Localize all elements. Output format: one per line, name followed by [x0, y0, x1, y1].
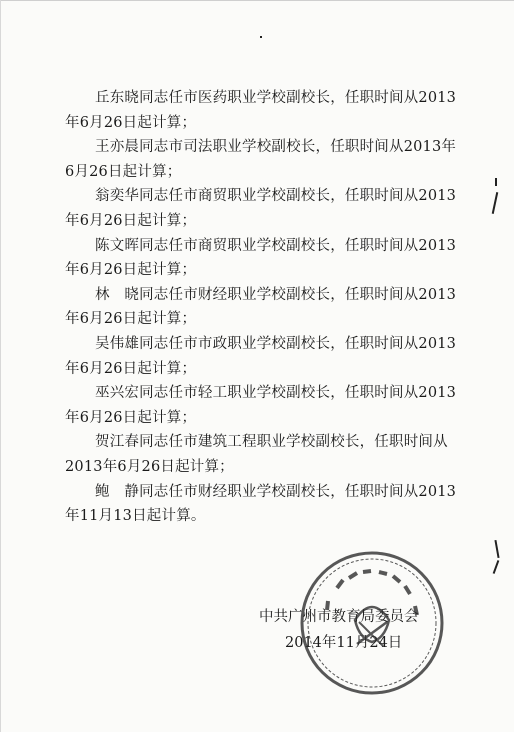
issue-date: 2014年11月24日 [285, 635, 403, 651]
appointment-item: 吴伟雄同志任市市政职业学校副校长，任职时间从2013年6月26日起计算； [65, 335, 457, 377]
appointment-item: 王亦晨同志市司法职业学校副校长，任职时间从2013年6月26日起计算； [65, 139, 457, 180]
signature-block [259, 604, 459, 656]
appointment-item: 贺江春同志任市建筑工程职业学校副校长，任职时间从2013年6月26日起计算； [65, 434, 448, 475]
scan-mark [492, 192, 499, 214]
appointment-list [65, 86, 465, 529]
appointment-item: 丘东晓同志任市医药职业学校副校长，任职时间从2013年6月26日起计算； [65, 90, 457, 131]
scan-top-edge [1, 0, 514, 1]
scan-mark [494, 540, 499, 558]
issuing-organization: 中共广州市教育局委员会 [259, 609, 419, 625]
scan-mark [260, 36, 262, 38]
appointment-item: 巫兴宏同志任市轻工职业学校副校长，任职时间从2013年6月26日起计算； [65, 385, 457, 426]
scan-mark [495, 178, 497, 186]
appointment-item: 陈文晖同志任市商贸职业学校副校长，任职时间从2013年6月26日起计算； [65, 237, 457, 279]
appointment-item: 鲍 静同志任市财经职业学校副校长，任职时间从2013年11月13日起计算。 [65, 483, 457, 525]
appointment-item: 林 晓同志任市财经职业学校副校长，任职时间从2013年6月26日起计算； [65, 286, 457, 328]
scan-mark [493, 560, 500, 574]
appointment-item: 翁奕华同志任市商贸职业学校副校长，任职时间从2013年6月26日起计算； [65, 188, 457, 229]
